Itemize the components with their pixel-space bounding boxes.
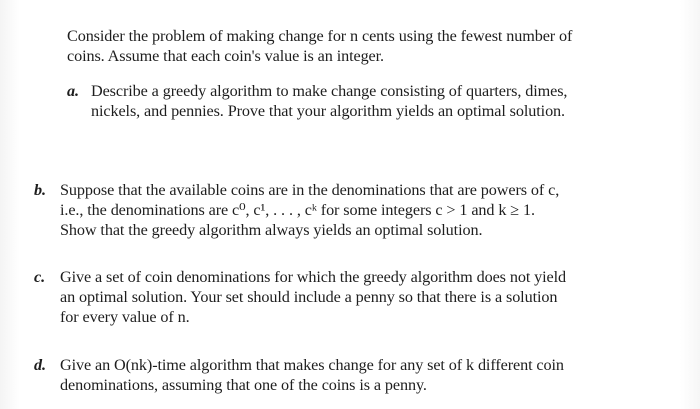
intro-line: Consider the problem of making change for n cents using the fewest number of <box>67 27 573 45</box>
subproblem-line: Give a set of coin denominations for which the greedy algorithm does not yield <box>60 268 567 286</box>
subproblem-line: for every value of n. <box>60 308 190 326</box>
subproblem-marker: c. <box>34 268 46 286</box>
subproblem-marker: a. <box>67 82 79 100</box>
subproblem-line: an optimal solution. Your set should include a penny so that there is a solution <box>60 288 558 306</box>
subproblem-line: nickels, and pennies. Prove that your algorithm yields an optimal solution. <box>91 102 565 120</box>
subproblem-line: i.e., the denominations are c⁰, c¹, . . . , cᵏ for some integers c > 1 and k ≥ 1. <box>60 201 535 219</box>
subproblem-line: Suppose that the available coins are in the denominations that are powers of c, <box>60 181 560 199</box>
subproblem-line: Give an O(nk)-time algorithm that makes change for any set of k different coin <box>60 356 564 374</box>
subproblem-text <box>60 180 559 240</box>
subproblem-text <box>60 355 564 395</box>
subproblem-text <box>60 267 566 327</box>
subproblem-line: Describe a greedy algorithm to make change consisting of quarters, dimes, <box>91 82 568 100</box>
subproblem-line: denominations, assuming that one of the coins is a penny. <box>60 376 427 394</box>
subproblem-marker: d. <box>34 356 46 374</box>
problem-intro <box>67 26 572 66</box>
subproblem-text <box>91 81 567 121</box>
subproblem-marker: b. <box>34 181 46 199</box>
intro-line: coins. Assume that each coin's value is an integer. <box>67 47 384 65</box>
subproblem-line: Show that the greedy algorithm always yields an optimal solution. <box>60 221 483 239</box>
